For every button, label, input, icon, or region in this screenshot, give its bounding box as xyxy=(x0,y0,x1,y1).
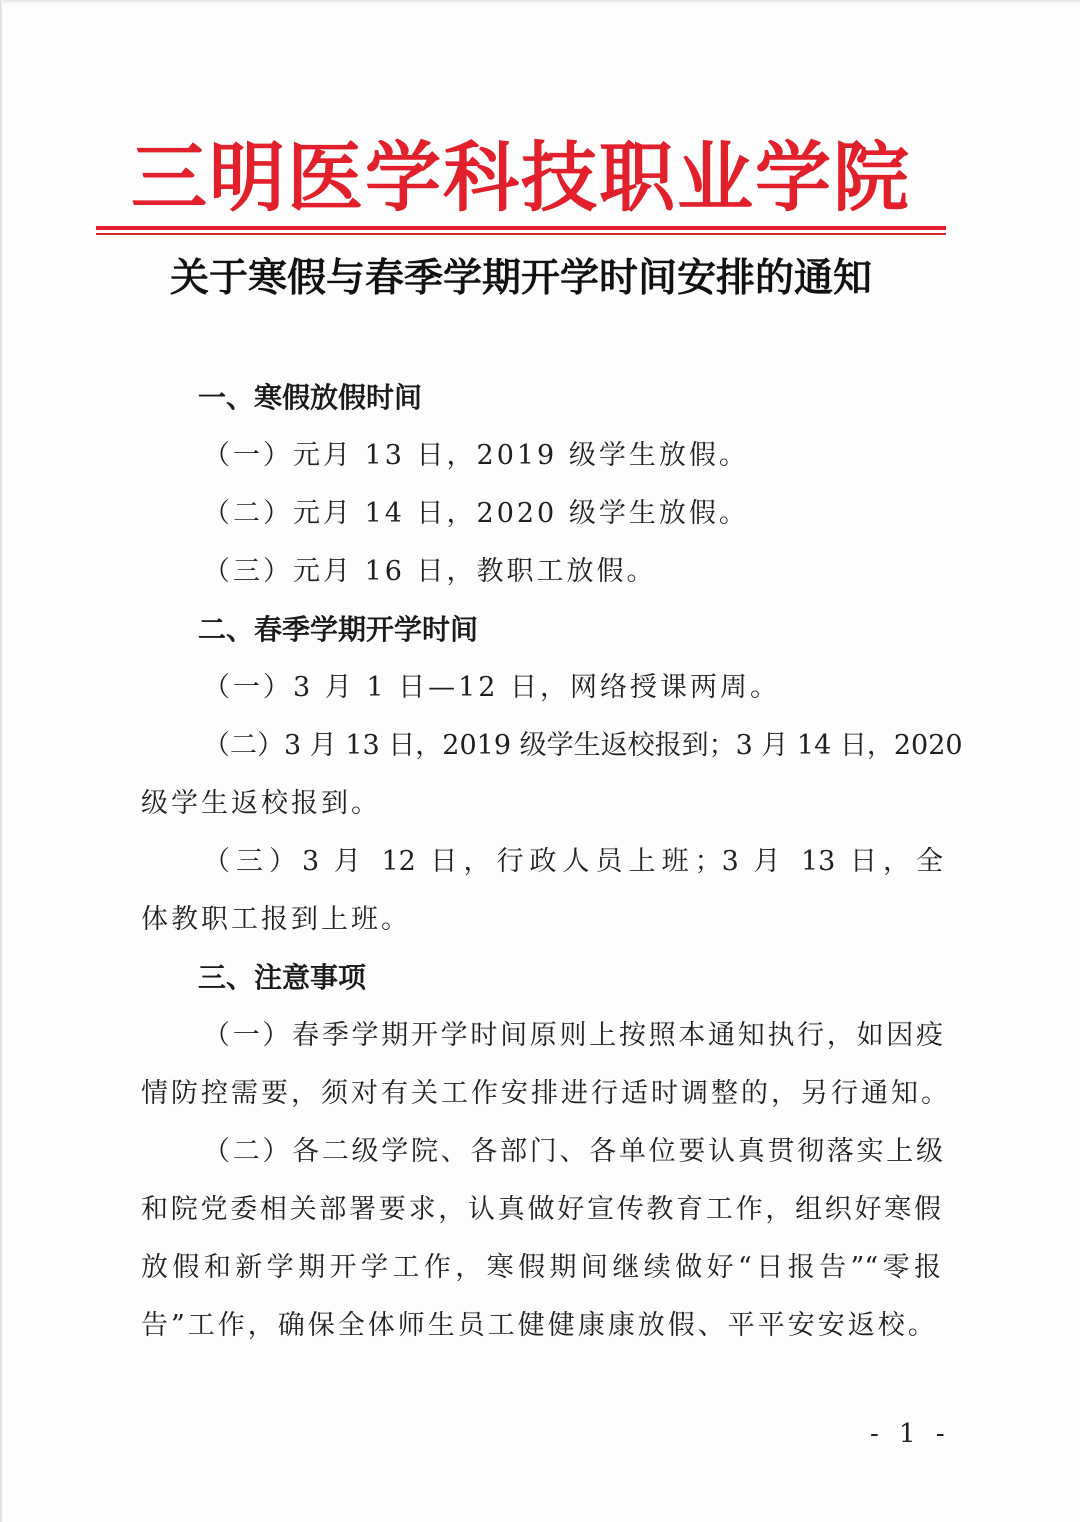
section-heading-spring-start: 二、春季学期开学时间 xyxy=(198,613,479,646)
page-top-edge xyxy=(0,0,1080,4)
item-notes-2-line-4: 告”工作，确保全体师生员工健健康康放假、平平安安返校。 xyxy=(141,1310,938,1341)
masthead-red-rule-thin xyxy=(96,233,946,235)
section-heading-notes: 三、注意事项 xyxy=(198,961,367,994)
item-winter-2: （二）元月 14 日，2020 级学生放假。 xyxy=(203,498,749,529)
item-spring-1: （一）3 月 1 日—12 日，网络授课两周。 xyxy=(203,672,781,703)
item-winter-1: （一）元月 13 日，2019 级学生放假。 xyxy=(203,440,749,471)
item-notes-2-line-2: 和院党委相关部署要求，认真做好宣传教育工作，组织好寒假 xyxy=(141,1194,941,1225)
page-left-edge xyxy=(0,0,3,1522)
item-spring-2-line-2: 级学生返校报到。 xyxy=(141,788,381,819)
item-winter-3: （三）元月 16 日，教职工放假。 xyxy=(203,556,657,587)
page-number: - 1 - xyxy=(870,1419,951,1449)
masthead-institution-name: 三明医学科技职业学院 xyxy=(131,133,911,222)
item-notes-1-line-1: （一）春季学期开学时间原则上按照本通知执行，如因疫 xyxy=(203,1020,943,1051)
item-spring-2-line-1: （二）3 月 13 日，2019 级学生返校报到；3 月 14 日，2020 xyxy=(203,730,963,761)
item-notes-2-line-3: 放假和新学期开学工作，寒假期间继续做好“日报告”“零报 xyxy=(141,1252,941,1283)
item-notes-2-line-1: （二）各二级学院、各部门、各单位要认真贯彻落实上级 xyxy=(203,1136,943,1167)
section-heading-winter-break: 一、寒假放假时间 xyxy=(198,381,423,414)
item-spring-3-line-1: （三）3 月 12 日，行政人员上班；3 月 13 日，全 xyxy=(203,846,943,877)
item-notes-1-line-2: 情防控需要，须对有关工作安排进行适时调整的，另行通知。 xyxy=(141,1078,951,1109)
masthead-red-rule-thick xyxy=(96,226,946,230)
item-spring-3-line-2: 体教职工报到上班。 xyxy=(141,904,411,935)
document-title: 关于寒假与春季学期开学时间安排的通知 xyxy=(169,255,872,301)
